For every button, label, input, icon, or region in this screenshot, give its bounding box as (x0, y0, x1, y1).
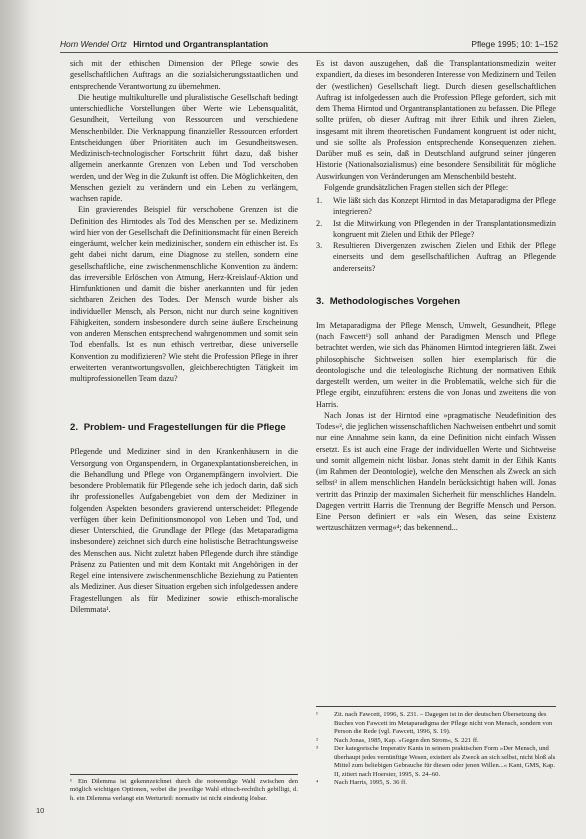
footnote-text: Zit. nach Fawcett, 1996, S. 231. – Dagegen ist in der deutschen Übersetzung des Buches von Fawcett im Metaparadigma der Pflege nicht von Mensch, sondern von Person die Rede (vgl. Fawcett, 1996, S. 19). (334, 711, 553, 735)
list-number: 2. (316, 218, 323, 228)
footnote (316, 779, 556, 788)
footnote-text: Nach Harris, 1995, S. 36 ff. (334, 779, 407, 786)
question-list (316, 195, 556, 274)
list-text: Wie läßt sich das Konzept Hirntod in das Metaparadigma der Pflege integrieren? (333, 196, 556, 217)
paragraph: Im Metaparadigma der Pflege Mensch, Umwelt, Gesundheit, Pflege (nach Fawcett¹) soll anhand der Paradigmen Mensch und Pflege betrachtet werden, wie sich das Phänomen Hirntod integrieren läßt. Zwei philosophische Sichtweisen sollen hier exemplarisch für die deontologische und die teleologische Richtung der normativen Ethik dargestellt werden, um weiter in die Problematik, welche sich für die Pflege ergibt, einzuführen: erstens die von Jonas und zweitens die von Harris. (316, 320, 556, 409)
paragraph: Pflegende und Mediziner sind in den Krankenhäusern in die Versorgung von Organspendern, in Organexplantationsbereichen, in die Behandlung und Pflege von Organempfängern involviert. Die besondere Problematik für Pflegende sehe ich jedoch darin, daß sich ihr professionelles Aufgabengebiet von dem der Mediziner in folgenden Aspekten besonders gravierend unterscheidet: Pflegende verfügen über kein Definitionsmonopol von Leben und Tod, und dieser Unterschied, die Grundlage der Pflege (das Metaparadigma insbesondere) zeichnet sich durch eine holistische Betrachtungsweise des Menschen aus. Nicht zuletzt haben Pflegende durch ihre ständige Präsenz zu Patienten und mit dem Kontakt mit Angehörigen in der Regel eine intensivere zwischenmenschliche Beziehung zu Patienten als Mediziner. Aus dieser Situation ergeben sich infolgedessen andere Fragestellungen als für Mediziner sowie ethisch-moralische Dilemmata¹. (70, 447, 298, 614)
footnote-marker: ¹ (316, 711, 318, 718)
section-heading-2 (70, 422, 298, 434)
paragraph: Folgende grundsätzlichen Fragen stellen sich der Pflege: (324, 182, 509, 192)
list-item (316, 218, 556, 241)
paragraph: Es ist davon auszugehen, daß die Transplantationsmedizin weiter expandiert, da dieses im besonderen Interesse von Medizinern und Teilen der (westlichen) Gesellschaft liegt. Durch diesen gesellschaftlichen Auftrag ist infolgedessen auch die Profession Pflege gefordert, sich mit dem Thema Hirntod und Organtransplantationen zu befassen. Die Pflege sollte prüfen, ob dieser Auftrag mit ihrer Ethik und ihren Zielen, insgesamt mit ihrem theoretischen Fundament kongruent ist oder nicht, und sie sollte als Profession entsprechende Konsequenzen ziehen. Darüber muß es sein, daß in Deutschland aufgrund seiner jüngeren Historie (Nationalsozialismus) eine besondere Sensibilität für mögliche Auswirkungen von Veränderungen am Menschenbild besteht. (316, 59, 556, 181)
footnote (316, 737, 556, 746)
footnotes-right (316, 706, 556, 788)
footnote-marker: ¹ (70, 778, 72, 785)
footnote-text: Ein Dilemma ist gekennzeichnet durch die notwendige Wahl zwischen den möglich wichtigen Optionen, wobei die jeweilige Wahl ethisch-rechtlich gebilligt, d. h. ein Dilemma verlangt ein Werturteil: normativ ist nicht eindeutig lösbar. (70, 778, 298, 802)
section-number: 2. (70, 422, 79, 434)
running-head (60, 38, 558, 53)
section-heading-3 (316, 296, 556, 308)
paragraph: Ein gravierendes Beispiel für verschobene Grenzen ist die Definition des Hirntodes als Tod des Menschen per se. Medizinern wird hier von der Gesellschaft die Definitionsmacht für einen Bereich eingeräumt, welcher kein medizinischer, sondern ein ethischer ist. Es geht dabei nicht darum, eine Diagnose zu stellen, sondern eine gesellschaftliche, eine zwischenmenschliche Konvention zu ändern: das irreversible Erlöschen von Atmung, Herz-Kreislauf-Aktion und Hirnfunktionen und damit die bisher anerkannten und für jeden sichtbaren Zeichen des Todes. Der Mensch wurde bisher als individueller Mensch, als Person, nicht nur durch seine kognitiven Fähigkeiten, sondern insbesondere durch seine äußere Erscheinung von anderen Menschen entsprechend wahrgenommen und somit sein Tod ebenfalls. Ist es nun ethisch vertretbar, diese universelle Konvention zu modifizieren? Wie steht die Profession Pflege in ihrer erweiterten verantwortungsvollen, gleichberechtigten Tätigkeit im multiprofessionellen Team dazu? (70, 205, 298, 383)
footnote-marker: ² (316, 736, 318, 744)
right-column (316, 58, 556, 534)
list-number: 3. (316, 241, 323, 250)
list-item (316, 195, 556, 218)
footnote-left (70, 774, 298, 803)
paragraph: Die heutige multikulturelle und pluralistische Gesellschaft bedingt unterschiedliche Vorstellungen über Werte wie Lebensqualität, Gesundheit, Verteilung von Ressourcen und verschiedene Menschenbilder. Die Verknappung finanzieller Ressourcen erfordert Entscheidungen über Prioritäten auch im Gesundheitswesen. Medizinisch-technologischer Fortschritt führt dazu, daß bisher allgemein anerkannte Grenzen von Leben und Tod verschoben werden, und der Weg in die Zukunft ist offen. Die Möglichkeiten, den Menschen gezielt zu verändern und ein Leben zu verlängern, wachsen rapide. (70, 92, 298, 203)
section-title: Problem- und Fragestellungen für die Pflege (83, 422, 286, 434)
footnote-marker: ⁴ (316, 779, 319, 786)
section-title: Methodologisches Vorgehen (329, 295, 461, 307)
footnote (316, 745, 556, 779)
footnote (316, 711, 556, 737)
footnote-marker: ³ (316, 745, 318, 752)
paragraph: Nach Jonas ist der Hirntod eine »pragmatische Neudefinition des Todes«², die jeglichen wissenschaftlichen Nachweisen entbehrt und somit nur eine Annahme sein kann, da eine Definition nicht einfach Wissen ersetzt. Es ist auch eine Frage der individuellen Werte und Sichtweise und somit allgemein nicht lösbar. Jonas steht damit in der Ethik Kants (im Rahmen der Deontologie), welche den Menschen als Zweck an sich selbst³ in allem menschlichen Handeln berücksichtigt haben will. Jonas vertritt das Prinzip der maximalen Sicherheit für menschliches Handeln. Dagegen vertritt Harris die Trennung der Begriffe Mensch und Person. Eine Person definiert er »als ein Wesen, das seine Existenz wertzuschätzen vermag«⁴; das bekennend... (316, 410, 556, 533)
running-head-journal: Pflege 1995; 10: 1–152 (471, 39, 558, 49)
page-number: 10 (36, 806, 45, 815)
running-head-authors: Horn Wendel Ortz (60, 39, 127, 49)
footnote-text: Der kategorische Imperativ Kants in seinem praktischen Form »Der Mensch, und überhaupt jedes vernünftige Wesen, existiert als Zweck an sich selbst, nicht bloß als Mittel zum beliebigen Gebrauche für diesen oder jenen Willen...« Kant, GMS, Kap. II, zitiert nach Hoerster, 1995, S. 24–60. (334, 745, 556, 778)
list-text: Resultieren Divergenzen zwischen Zielen und Ethik der Pflege einerseits und dem gesellschaftlichen Auftrag an Pflegende andererseits? (333, 241, 556, 273)
scan-shadow (0, 0, 30, 839)
left-column (70, 58, 298, 615)
list-text: Ist die Mitwirkung von Pflegenden in der Transplantationsmedizin kongruent mit Zielen und Ethik der Pflege? (333, 218, 556, 239)
section-number: 3. (316, 295, 325, 307)
running-head-title: Hirntod und Organtransplantation (133, 39, 269, 49)
list-number: 1. (316, 196, 323, 205)
list-item (316, 240, 556, 274)
footnote-text: Nach Jonas, 1985, Kap. »Gegen den Strom«, S. 221 ff. (334, 736, 479, 744)
paragraph: sich mit der ethischen Dimension der Pflege sowie des gesellschaftlichen Auftrags an die sozialsicherungsstaatlichen und entsprechende Verantwortung zu übernehmen. (70, 59, 298, 91)
